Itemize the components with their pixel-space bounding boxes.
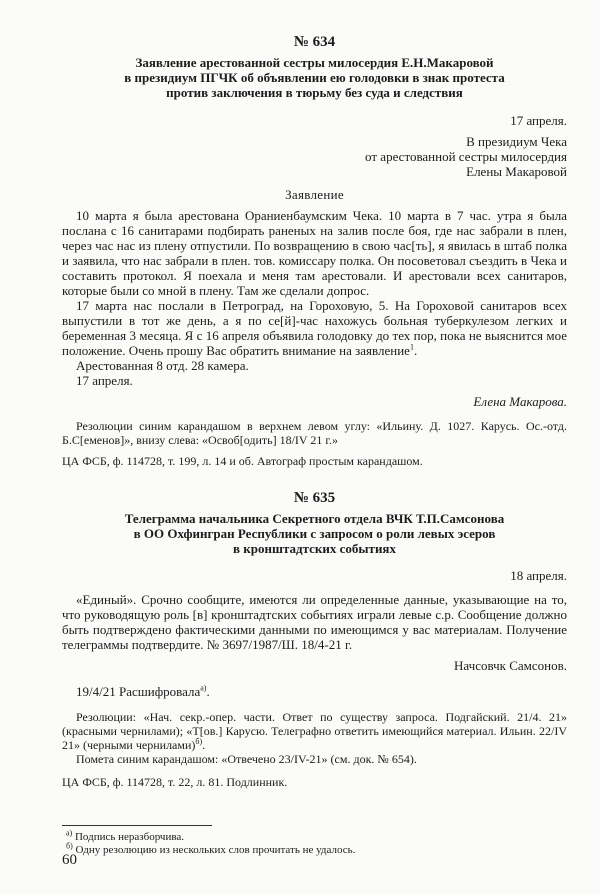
doc635-title-line: Телеграмма начальника Секретного отдела ВЧК Т.П.Самсонова — [124, 511, 505, 526]
doc635-number: № 635 — [293, 490, 336, 506]
footnote-text: Подпись неразборчива. — [74, 831, 185, 843]
doc635-signature: Начсовчк Самсонов. — [454, 658, 567, 673]
doc635-decoded-text: 19/4/21 Расшифровала — [76, 684, 201, 699]
doc634-title-line: Заявление арестованной сестры милосердия Е.Н.Макаровой — [135, 55, 494, 70]
doc635-title-line: в ОО Охфингран Республики с запросом о роли левых эсеров — [133, 526, 496, 541]
doc635-resolutions-end: . — [202, 738, 206, 752]
doc634-paragraph: 17 апреля. — [76, 373, 133, 388]
addressee-line: В президиум Чека — [466, 134, 567, 149]
doc634-paragraph: Арестованная 8 отд. 28 камера. — [76, 358, 249, 373]
doc634-resolutions: Резолюции синим карандашом в верхнем левом углу: «Ильину. Д. 1027. Карусь. Ос.-отд. Б.С[еменов]», внизу слева: «Освоб[одить] 18/IV 21 г.» — [62, 419, 567, 447]
doc634-title-line: в президиум ПГЧК об объявлении ею голодовки в знак протеста — [124, 70, 505, 85]
doc634-title — [62, 55, 567, 100]
footnotes — [62, 828, 567, 857]
doc635-paragraph: «Единый». Срочно сообщите, имеются ли определенные данные, указывающие на то, что руководящую роль [в] кронштадтских событиях играли левые с.р. Сообщение должно быть подтверждено фактическими данными по имеющимся у вас материалам. Получение телеграммы подтвердите. № 3697/1987/Ш. 18/4-21 г. — [62, 592, 567, 652]
doc634-paragraph: 10 марта я была арестована Ораниенбаумским Чека. 10 марта в 7 час. утра я была послана с 16 санитарами подбирать раненых на залив после боя, где нас забрали в плен, через час нас из плену отпустили. По возвращению в свою час[ть], я явилась в штаб полка и заявила, что нас забрали в плен. тов. комиссару полка. Он посоветовал съездить в Чека и составить протокол. Я поехала и меня там арестовали. И арестовали всех санитаров, которые были со мной в плену. Там же сделали допрос. — [62, 208, 567, 298]
addressee-line: от арестованной сестры милосердия — [365, 149, 567, 164]
doc635-title-line: в кронштадтских событиях — [233, 541, 396, 556]
doc635-note: Помета синим карандашом: «Отвечено 23/IV-21» (см. док. № 654). — [76, 752, 417, 766]
doc634-title-line: против заключения в тюрьму без суда и следствия — [166, 85, 463, 100]
doc635-decoded: 19/4/21 Расшифровала$^{а)}$. — [76, 683, 210, 699]
footnote-text: Одну резолюцию из нескольких слов прочитать не удалось. — [75, 844, 356, 856]
doc634-paragraph: 17 марта нас послали в Петроград, на Гороховую, 5. На Гороховой санитаров всех выпустили в тот же день, а я по се[й]-час нахожусь больная туберкулезом легких и беременная 3 месяца. Я с 16 апреля объявила голодовку до тех пор, пока не выяснится мое положение. Очень прошу Вас обратить внимание на заявление$^1$. — [62, 298, 567, 358]
footnote — [62, 841, 567, 857]
document-page — [62, 0, 567, 857]
doc635-title — [62, 511, 567, 556]
doc635-resolutions — [62, 710, 567, 752]
doc635-date: 18 апреля. — [510, 568, 567, 583]
doc635-source: ЦА ФСБ, ф. 114728, т. 22, л. 81. Подлинник. — [62, 775, 288, 789]
doc634-paragraph-text: 17 марта нас послали в Петроград, на Гороховую, 5. На Гороховой санитаров всех выпустили в тот же день, а я по се[й]-час нахожусь больная туберкулезом легких и беременная 3 месяца. Я с 16 апреля объявила голодовку до тех пор, пока не выяснится мое положение. Очень прошу Вас обратить внимание на заявление — [62, 298, 567, 358]
footnote-mark: б) — [66, 841, 73, 851]
doc634-signature: Елена Макарова. — [473, 394, 567, 409]
doc634-source: ЦА ФСБ, ф. 114728, т. 199, л. 14 и об. Автограф простым карандашом. — [62, 454, 423, 468]
footnote-ref: 1 — [409, 342, 414, 352]
doc634-number: № 634 — [293, 34, 336, 50]
footnote — [62, 828, 567, 844]
footnote-ref: б) — [195, 737, 203, 746]
doc635-resolutions-text: Резолюции: «Нач. секр.-опер. части. Ответ по существу запроса. Подгайский. 21/4. 21» (красными чернилами); «Т[ов.] Карусю. Телеграфно ответить имеющийся материал. Ильин. 22/IV 21» (черными чернилами) — [62, 710, 567, 752]
doc634-caption: Заявление — [285, 187, 344, 202]
footnote-divider — [62, 825, 212, 826]
addressee-line: Елены Макаровой — [466, 164, 567, 179]
doc634-date: 17 апреля. — [510, 113, 567, 128]
doc634-addressee — [62, 134, 567, 179]
footnote-mark: а) — [66, 828, 73, 838]
footnote-ref: а) — [200, 683, 207, 693]
page-number: 60 — [62, 852, 77, 868]
